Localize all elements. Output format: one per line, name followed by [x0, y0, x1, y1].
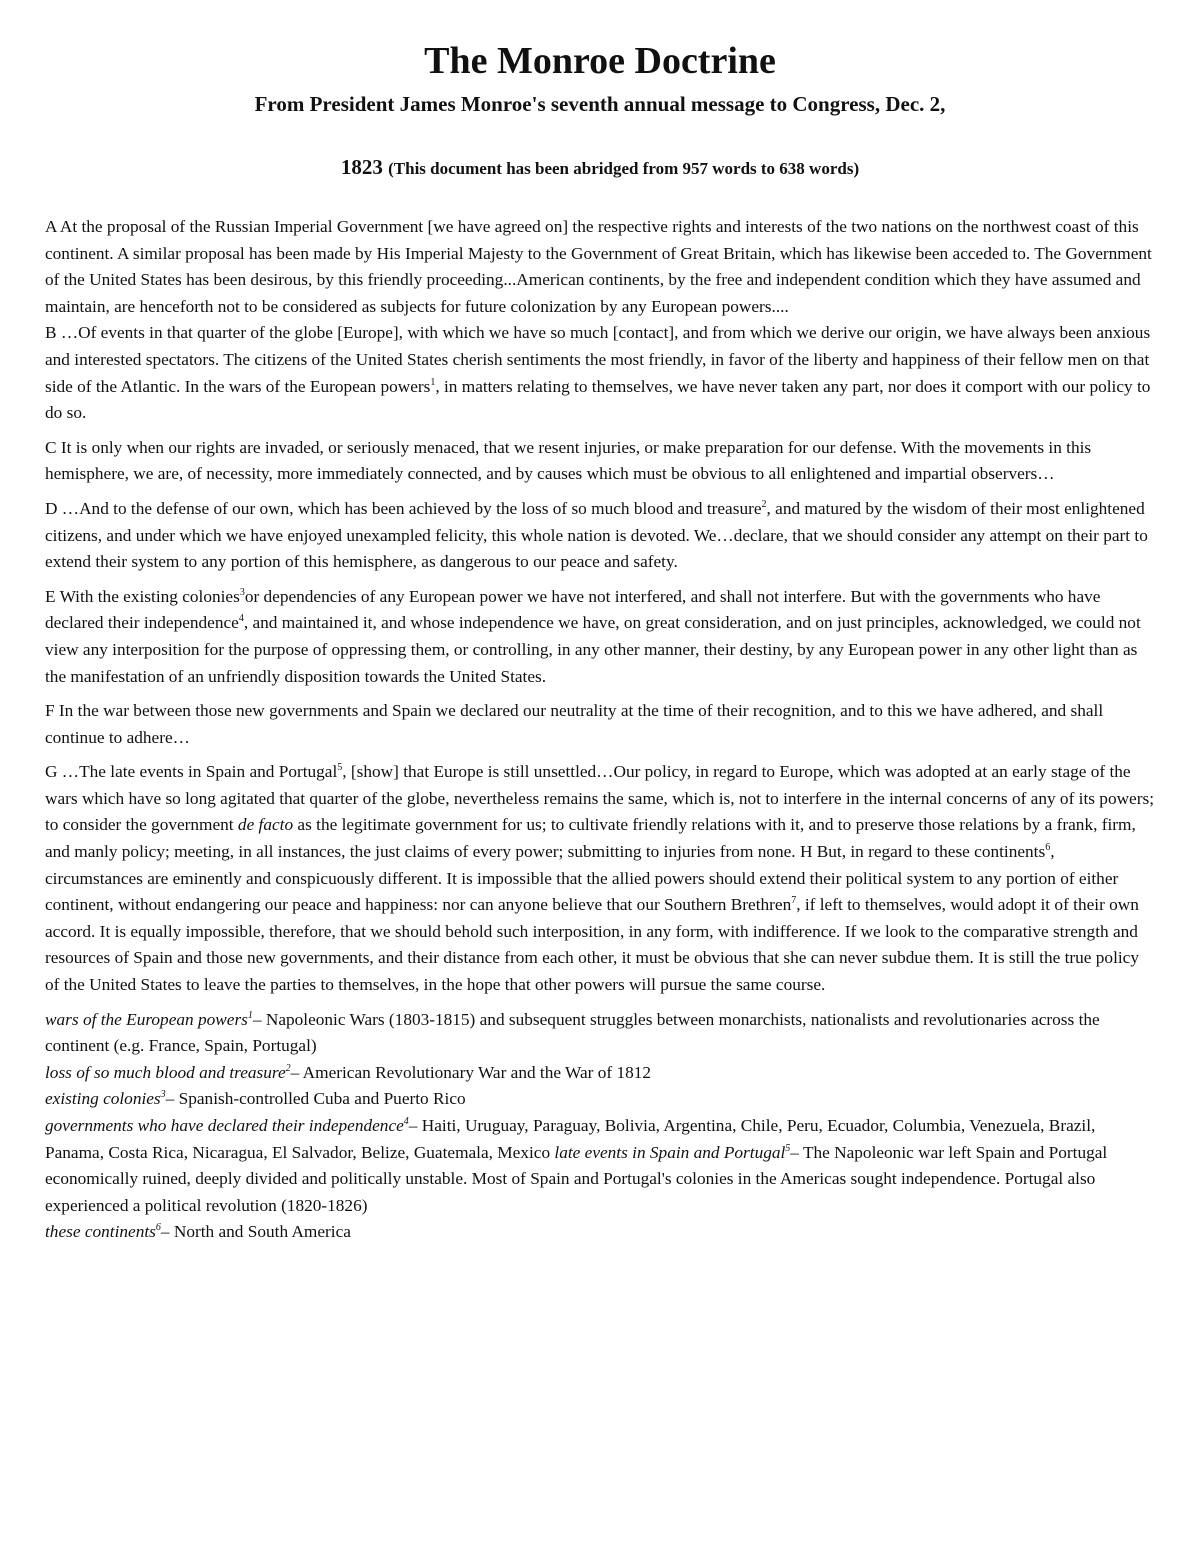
paragraph-a-b — [45, 214, 1155, 427]
footnote-1-text: – Napoleonic Wars (1803-1815) and subsequent struggles between monarchists, nationalists and revolutionaries across the continent (e.g. France, Spain, Portugal) — [45, 1009, 1100, 1056]
footnote-ref-2: 2 — [761, 498, 767, 510]
footnote-3-term: existing colonies — [45, 1089, 161, 1109]
footnote-4-term: governments who have declared their independence — [45, 1116, 404, 1135]
footnote-ref-1: 1 — [430, 376, 436, 388]
subtitle-year-line — [0, 153, 1200, 183]
footnote-1-num: 1 — [247, 1009, 253, 1021]
footnote-4-5 — [45, 1113, 1155, 1219]
de-facto-italic: de facto — [237, 815, 294, 835]
paragraph-c: C It is only when our rights are invaded, or seriously menaced, that we resent injuries, or make preparation for our defense. With the movements in this hemisphere, we are, of necessity, more immediately connected, and by causes which must be obvious to all enlightened and impartial observers… — [45, 437, 1092, 484]
footnote-3 — [45, 1086, 1155, 1113]
paragraph-b-text-1: B …Of events in that quarter of the globe [Europe], with which we have so much [contact], and from which we derive our origin, we have always been anxious and interested spectators. The citizens of the United States cherish sentiments the most friendly, in favor of the liberty and happiness of their fellow men on that side of the Atlantic. In the wars of the European powers — [45, 323, 1151, 396]
paragraph-g-text-4: , circumstances are eminently and conspicuously different. It is impossible that the allied powers should extend their political system to any portion of either continent, without endangering our peace and happiness: nor can anyone believe that our Southern Brethren — [45, 842, 1119, 915]
subtitle-line: From President James Monroe's seventh annual message to Congress, Dec. 2, — [254, 92, 946, 116]
footnote-6-term: these continents — [45, 1222, 156, 1242]
footnote-4-num: 4 — [403, 1116, 409, 1127]
paragraph-e-text-3: , and maintained it, and whose independence we have, on great consideration, and on just principles, acknowledged, we could not view any interposition for the purpose of oppressing them, or controlling, in any other manner, their destiny, by any European power in any other light than as the manifestation of an unfriendly disposition towards the United States. — [45, 613, 1141, 686]
footnote-3-num: 3 — [160, 1089, 166, 1101]
footnote-1-term: wars of the European powers — [45, 1009, 248, 1029]
page-title: The Monroe Doctrine — [424, 40, 776, 82]
paragraph-b-text-2: , in matters relating to themselves, we have never taken any part, nor does it comport with our policy to do so. — [45, 376, 1151, 423]
paragraph-g-text-1: G …The late events in Spain and Portugal — [45, 762, 338, 782]
abridged-note: (This document has been abridged from 957 words to 638 words) — [388, 159, 860, 178]
footnote-ref-6: 6 — [1045, 842, 1051, 854]
footnote-6-text: – North and South America — [160, 1222, 351, 1242]
paragraph-f: F In the war between those new governments and Spain we declared our neutrality at the time of their recognition, and to this we have adhered, and shall continue to adhere… — [45, 701, 1104, 747]
footnote-ref-4: 4 — [238, 613, 244, 625]
footnote-4-text: – Haiti, Uruguay, Paraguay, Bolivia, Argentina, Chile, Peru, Ecuador, Columbia, Venezuela, Brazil, Panama, Costa Rica, Nicaragua, El Salvador, Belize, Guatemala, Mexico — [45, 1116, 1096, 1162]
footnote-6 — [45, 1219, 1155, 1246]
paragraph-g-text-3: as the legitimate government for us; to cultivate friendly relations with it, and to preserve those relations by a frank, firm, and manly policy; meeting, in all instances, the just claims of every power; submitting to injuries from none. H But, in regard to these continents — [45, 815, 1136, 862]
footnote-ref-5: 5 — [337, 762, 343, 774]
footnote-2-term: loss of so much blood and treasure — [45, 1062, 286, 1082]
footnote-2 — [45, 1060, 1155, 1087]
paragraph-a-text: A At the proposal of the Russian Imperial Government [we have agreed on] the respective rights and interests of the two nations on the northwest coast of this continent. A similar proposal has been made by His Imperial Majesty to the Government of Great Britain, which has likewise been acceded to. The Government of the United States has been desirous, by this friendly proceeding...American continents, by the free and independent condition which they have assumed and maintain, are henceforth not to be considered as subjects for future colonization by any European powers.... — [45, 217, 1152, 316]
paragraph-g-text-2: , [show] that Europe is still unsettled…Our policy, in regard to Europe, which was adopted at an early stage of the wars which have so long agitated that quarter of the globe, nevertheless remains the same, which is, not to interfere in the internal concerns of any of its powers; to consider the government — [45, 762, 1155, 835]
footnote-3-text: – Spanish-controlled Cuba and Puerto Rico — [165, 1089, 466, 1109]
footnote-5-text: – The Napoleonic war left Spain and Portugal economically ruined, deeply divided and politically unstable. Most of Spain and Portugal's colonies in the Americas sought independence. Portugal also experienced a political revolution (1820-1826) — [45, 1142, 1108, 1215]
footnote-5-term: late events in Spain and Portugal — [554, 1142, 786, 1162]
subtitle-year: 1823 — [340, 155, 383, 179]
document-body — [45, 214, 1155, 1246]
paragraph-e-text-2: or dependencies of any European power we have not interfered, and shall not interfere. But with the governments who have declared their independence — [45, 586, 1101, 633]
paragraph-d — [45, 496, 1155, 576]
paragraph-g-text-5: , if left to themselves, would adopt it of their own accord. It is equally impossible, therefore, that we should behold such interposition, in any form, with indifference. If we look to the comparative strength and resources of Spain and those new governments, and their distance from each other, it must be obvious that she can never subdue them. It is still the true policy of the United States to leave the parties to themselves, in the hope that other powers will pursue the same course. — [45, 895, 1139, 995]
footnote-1 — [45, 1007, 1155, 1060]
footnote-2-text: – American Revolutionary War and the War of 1812 — [290, 1062, 652, 1082]
paragraph-d-text-2: , and matured by the wisdom of their most enlightened citizens, and under which we have enjoyed unexampled felicity, this whole nation is devoted. We…declare, that we should consider any attempt on their part to extend their system to any portion of this hemisphere, as dangerous to our peace and safety. — [45, 498, 1148, 572]
paragraph-e — [45, 584, 1155, 690]
paragraph-d-text-1: D …And to the defense of our own, which has been achieved by the loss of so much blood and treasure — [45, 498, 762, 518]
footnote-5-num: 5 — [785, 1142, 791, 1154]
footnote-ref-3: 3 — [239, 586, 245, 598]
paragraph-g-h — [45, 759, 1155, 998]
footnote-6-num: 6 — [155, 1222, 161, 1234]
paragraph-e-text-1: E With the existing colonies — [45, 586, 240, 606]
footnote-ref-7: 7 — [791, 895, 797, 907]
footnotes — [45, 1007, 1155, 1246]
footnote-2-num: 2 — [285, 1062, 291, 1074]
